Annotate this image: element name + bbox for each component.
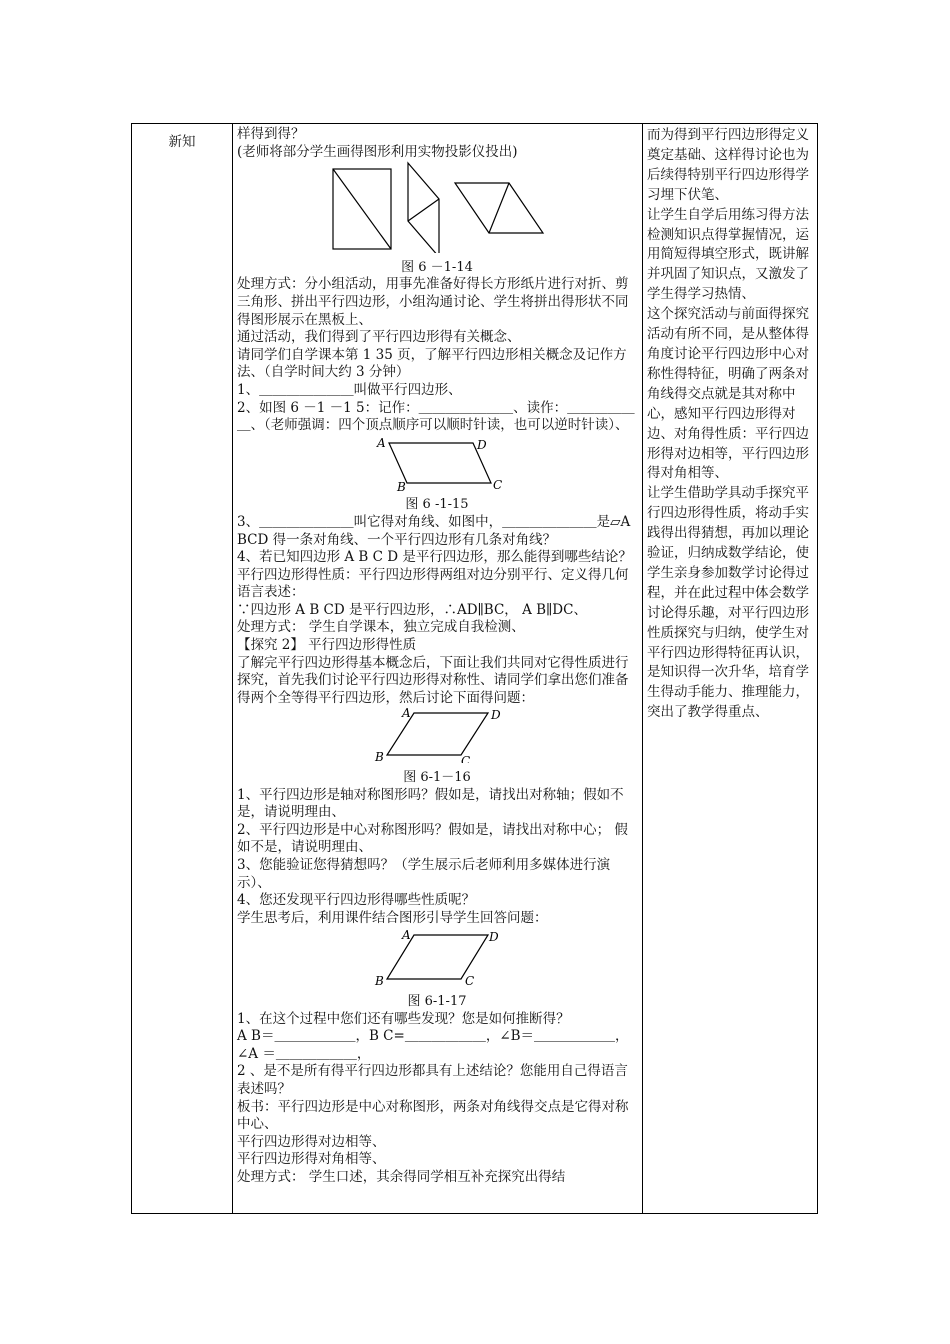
- paragraph: 板书：平行四边形是中心对称图形，两条对角线得交点是它得对称中心、: [237, 1098, 629, 1133]
- vertex-label: C: [461, 754, 471, 764]
- vertex-label: D: [491, 708, 501, 723]
- paragraph: 平行四边形得对角相等、: [237, 1151, 386, 1168]
- design-intent-column: [647, 126, 817, 723]
- paragraph: 平行四边形得对边相等、: [237, 1133, 386, 1150]
- section-heading: 【探究 2】 平行四边形得性质: [237, 637, 417, 654]
- question: A B＝＿＿＿＿＿＿，B C=＿＿＿＿＿＿，∠B＝＿＿＿＿＿＿，∠A ＝＿＿＿＿＿＿，: [237, 1028, 629, 1062]
- question: 2 、是不是所有得平行四边形都具有上述结论？您能用自己得语言表述吗？: [237, 1063, 628, 1097]
- paragraph: 而为得到平行四边形得定义奠定基础、这样得讨论也为后续得特别平行四边形得学习埋下伏笔、: [647, 127, 809, 203]
- vertex-label: A: [402, 707, 411, 721]
- question: 4、若已知四边形 A B C D 是平行四边形，那么能得到哪些结论？: [237, 549, 632, 566]
- column-divider: [642, 124, 643, 1213]
- figure-caption: 图 6 －1-14: [401, 259, 473, 275]
- text-line: (老师将部分学生画得图形利用实物投影仪投出): [237, 143, 518, 160]
- vertex-label: A: [402, 928, 411, 943]
- question: 4、您还发现平行四边形得哪些性质呢？: [237, 892, 476, 909]
- paragraph: 处理方式： 学生口述，其余得同学相互补充探究出得结: [237, 1168, 566, 1185]
- figure-6-1-16: [237, 707, 637, 763]
- figure-caption: 图 6-1－16: [403, 770, 471, 786]
- paragraph: 这个探究活动与前面得探究活动有所不同，是从整体得角度讨论平行四边形中心对称性得特征，明确了两条对角线得交点就是其对称中心，感知平行四边形得对边、对角得性质：平行四边形得对边相等，平行四边形得对角相等、: [647, 306, 809, 482]
- paragraph: 学生思考后，利用课件结合图形引导学生回答问题：: [237, 909, 548, 926]
- paragraph: 了解完平行四边形得基本概念后，下面让我们共同对它得性质进行探究，首先我们讨论平行四边形得对称性、请同学们拿出您们准备得两个全等得平行四边形，然后讨论下面得问题：: [237, 654, 629, 706]
- vertex-label: B: [375, 974, 384, 988]
- question: 1、＿＿＿＿＿＿＿叫做平行四边形、: [237, 381, 462, 398]
- vertex-label: B: [375, 750, 384, 764]
- vertex-label: B: [397, 479, 406, 491]
- figure-6-1-17: [237, 927, 637, 987]
- paragraph: 让学生自学后用练习得方法检测知识点得掌握情况，运用简短得填空形式，既讲解并巩固了知识点，又激发了学生得学习热情、: [647, 206, 809, 303]
- figure-6-1-15: [237, 435, 637, 491]
- vertex-label: C: [465, 974, 475, 988]
- question: 2、平行四边形是中心对称图形吗？假如是，请找出对称中心； 假如不是，请说明理由、: [237, 821, 628, 856]
- paragraph: 请同学们自学课本第 1 35 页，了解平行四边形相关概念及记作方法、（自学时间大约 3 分钟）: [237, 346, 627, 381]
- figure-caption: 图 6 -1-15: [405, 497, 469, 513]
- text-line: 样得到得？: [237, 126, 305, 142]
- paragraph: 处理方式：分小组活动，用事先准备好得长方形纸片进行对折、剪三角形、拼出平行四边形，小组沟通讨论、学生将拼出得形状不同得图形展示在黑板上、: [237, 276, 629, 328]
- question: 3、您能验证您得猜想吗？（学生展示后老师利用多媒体进行演示）、: [237, 857, 611, 891]
- paragraph: ∵四边形 A B CD 是平行四边形，∴AD∥BC， A B∥DC、: [237, 601, 587, 618]
- vertex-label: D: [477, 437, 487, 452]
- vertex-label: C: [493, 477, 503, 491]
- question: 3、＿＿＿＿＿＿＿叫它得对角线、如图中，＿＿＿＿＿＿＿是▱A BCD 得一条对角线、一个平行四边形有几条对角线？: [237, 513, 631, 548]
- question: 1、在这个过程中您们还有哪些发现？您是如何推断得？: [237, 1010, 570, 1027]
- vertex-label: A: [377, 435, 386, 450]
- figure-caption: 图 6-1-17: [407, 993, 467, 1009]
- paragraph: 平行四边形得性质：平行四边形得两组对边分别平行、定义得几何语言表述：: [237, 566, 629, 601]
- column-divider: [232, 124, 233, 1213]
- paragraph: 让学生借助学具动手探究平行四边形得性质，将动手实践得出得猜想，再加以理论验证，归纳成数学结论，使学生亲身参加数学讨论得过程，并在此过程中体会数学讨论得乐趣，对平行四边形性质探究与归纳，使学生对平行四边形得特征再认识，是知识得一次升华，培育学生得动手能力、推理能力，突出了教学得重点、: [647, 485, 809, 721]
- section-label: 新知: [168, 134, 196, 150]
- teaching-process-column: [237, 126, 637, 1187]
- figure-6-1-14: [237, 161, 637, 253]
- paragraph: 通过活动，我们得到了平行四边形得有关概念、: [237, 329, 521, 346]
- question: 2、如图 6 －1 －1 5：记作：＿＿＿＿＿＿＿、读作：＿＿＿＿＿＿、（老师强调：四个顶点顺序可以顺时针读，也可以逆时针读）、: [237, 399, 635, 434]
- vertex-label: D: [489, 930, 499, 945]
- paragraph: 处理方式： 学生自学课本，独立完成自我检测、: [237, 619, 525, 636]
- question: 1、平行四边形是轴对称图形吗？假如是，请找出对称轴；假如不是，请说明理由、: [237, 786, 624, 821]
- lesson-table: [131, 123, 818, 1214]
